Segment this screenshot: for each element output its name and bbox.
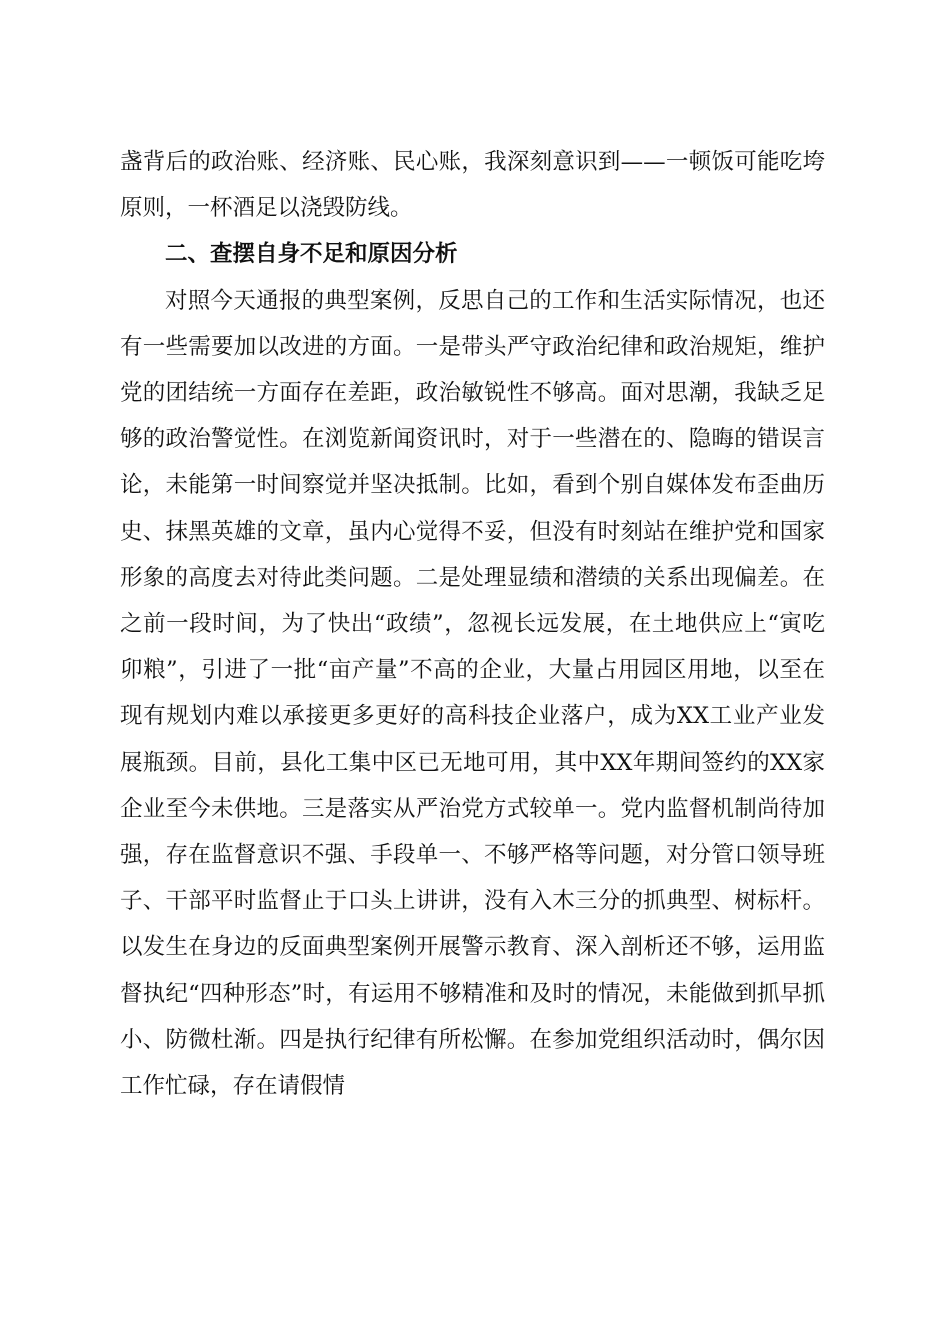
section-heading: 二、查摆自身不足和原因分析 [165, 241, 458, 268]
analysis-paragraph: 对照今天通报的典型案例，反思自己的工作和生活实际情况，也还有一些需要加以改进的方面。一是带头严守政治纪律和政治规矩，维护党的团结统一方面存在差距，政治敏锐性不够高。面对思潮，我缺乏足够的政治警觉性。在浏览新闻资讯时，对于一些潜在的、隐晦的错误言论，未能第一时间察觉并坚决抵制。比如，看到个别自媒体发布歪曲历史、抹黑英雄的文章，虽内心觉得不妥，但没有时刻站在维护党和国家形象的高度去对待此类问题。二是处理显绩和潜绩的关系出现偏差。在之前一段时间，为了快出“政绩”，忽视长远发展，在土地供应上“寅吃卯粮”，引进了一批“亩产量”不高的企业，大量占用园区用地，以至在现有规划内难以承接更多更好的高科技企业落户，成为XX工业产业发展瓶颈。目前，县化工集中区已无地可用，其中XX年期间签约的XX家企业至今未供地。三是落实从严治党方式较单一。党内监督机制尚待加强，存在监督意识不强、手段单一、不够严格等问题，对分管口领导班子、干部平时监督止于口头上讲讲，没有入木三分的抓典型、树标杆。以发生在身边的反面典型案例开展警示教育、深入剖析还不够，运用监督执纪“四种形态”时，有运用不够精准和及时的情况，未能做到抓早抓小、防微杜渐。四是执行纪律有所松懈。在参加党组织活动时，偶尔因工作忙碌，存在请假情 [120, 287, 825, 1100]
document-body [120, 139, 825, 1109]
continued-paragraph: 盏背后的政治账、经济账、民心账，我深刻意识到——一顿饭可能吃垮原则，一杯酒足以浇毁防线。 [120, 149, 825, 222]
